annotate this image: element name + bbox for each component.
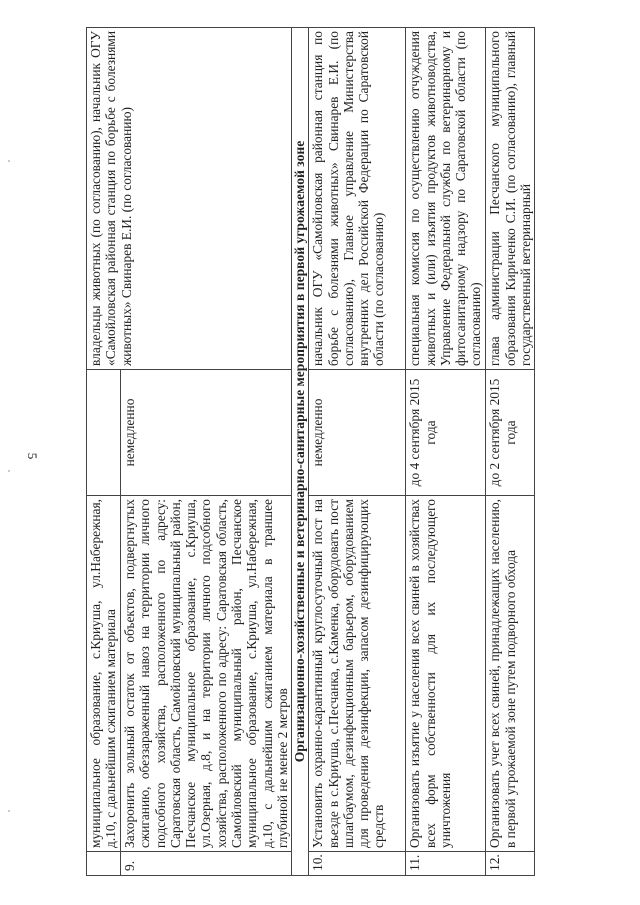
table-row: [406, 28, 486, 876]
table-row: [87, 28, 121, 876]
task-cell: Установить охранно-карантинный круглосуточный пост на въезде в с.Криуша, с.Песчанка, с.Каменка, оборудовать пост шлагбаумом, дезинфекционным барьером, оборудованием для проведения дезинфекции, запасом дезинфицирующих средств: [309, 496, 406, 852]
responsible-cell: начальник ОГУ «Самойловская районная станция по борьбе с болезнями животных» Свинарев Е.И. (по согласованию), Главное управление Министерства внутренних дел Российской Федерации по Саратовской области (по согласованию): [309, 28, 406, 370]
measures-table: [86, 27, 535, 876]
table-row: [309, 28, 406, 876]
scan-speck: [8, 470, 10, 472]
task-cell: Организовать изъятие у населения всех свиней в хозяйствах всех форм собственности для их последующего уничтожения: [406, 496, 486, 852]
responsible-cell: владельцы животных (по согласованию), начальник ОГУ «Самойловская районная станция по борьбе с болезнями животных» Свинарев Е.И. (по согласованию): [87, 28, 292, 370]
scan-speck: [8, 160, 10, 162]
row-number: 9.: [121, 852, 292, 876]
task-cell: Захоронить зольный остаток от объектов, подвергнутых сжиганию, обеззараженный навоз на территории личного подсобного хозяйства, расположенного по адресу: Саратовская область, Самойловский муниципальный район, Песчанское муниципальное образование, с.Криуша, ул.Озерная, д.8, и на территории личного подсобного хозяйства, расположенного по адресу: Саратовская область, Самойловский муниципальный район, Песчанское муниципальное образование, с.Криуша, ул.Набережная, д.10, с дальнейшим сжиганием материала в траншее глубиной не менее 2 метров: [121, 496, 292, 852]
task-cell: Организовать учет всех свиней, принадлежащих населению, в первой угрожаемой зоне путем подворного обхода: [486, 496, 535, 852]
page-number: 5: [25, 452, 40, 460]
deadline-cell: до 4 сентября 2015 года: [406, 370, 486, 496]
row-number: 10.: [309, 852, 406, 876]
responsible-cell: глава администрации Песчанского муниципального образования Кириченко С.И. (по согласованию), главный государственный ветеринарный: [486, 28, 535, 370]
section-title: Организационно-хозяйственные и ветеринарно-санитарные мероприятия в первой угрожаемой зоне: [292, 28, 309, 876]
row-number: 12.: [486, 852, 535, 876]
responsible-cell: специальная комиссия по осуществлению отчуждения животных и (или) изъятия продуктов животноводства, Управление Федеральной службы по ветеринарному и фитосанитарному надзору по Саратовской области (по согласованию): [406, 28, 486, 370]
deadline-cell: немедленно: [121, 370, 292, 496]
task-cell: муниципальное образование, с.Криуша, ул.Набережная, д.10, с дальнейшим сжиганием материала: [87, 496, 121, 852]
document-sheet: [86, 28, 640, 876]
deadline-cell: до 2 сентября 2015 года: [486, 370, 535, 496]
deadline-cell: немедленно: [309, 370, 406, 496]
row-number: 11.: [406, 852, 486, 876]
section-header-row: [292, 28, 309, 876]
scan-speck: [8, 810, 10, 812]
deadline-cell: [87, 370, 121, 496]
row-number: [87, 852, 121, 876]
table-row: [486, 28, 535, 876]
